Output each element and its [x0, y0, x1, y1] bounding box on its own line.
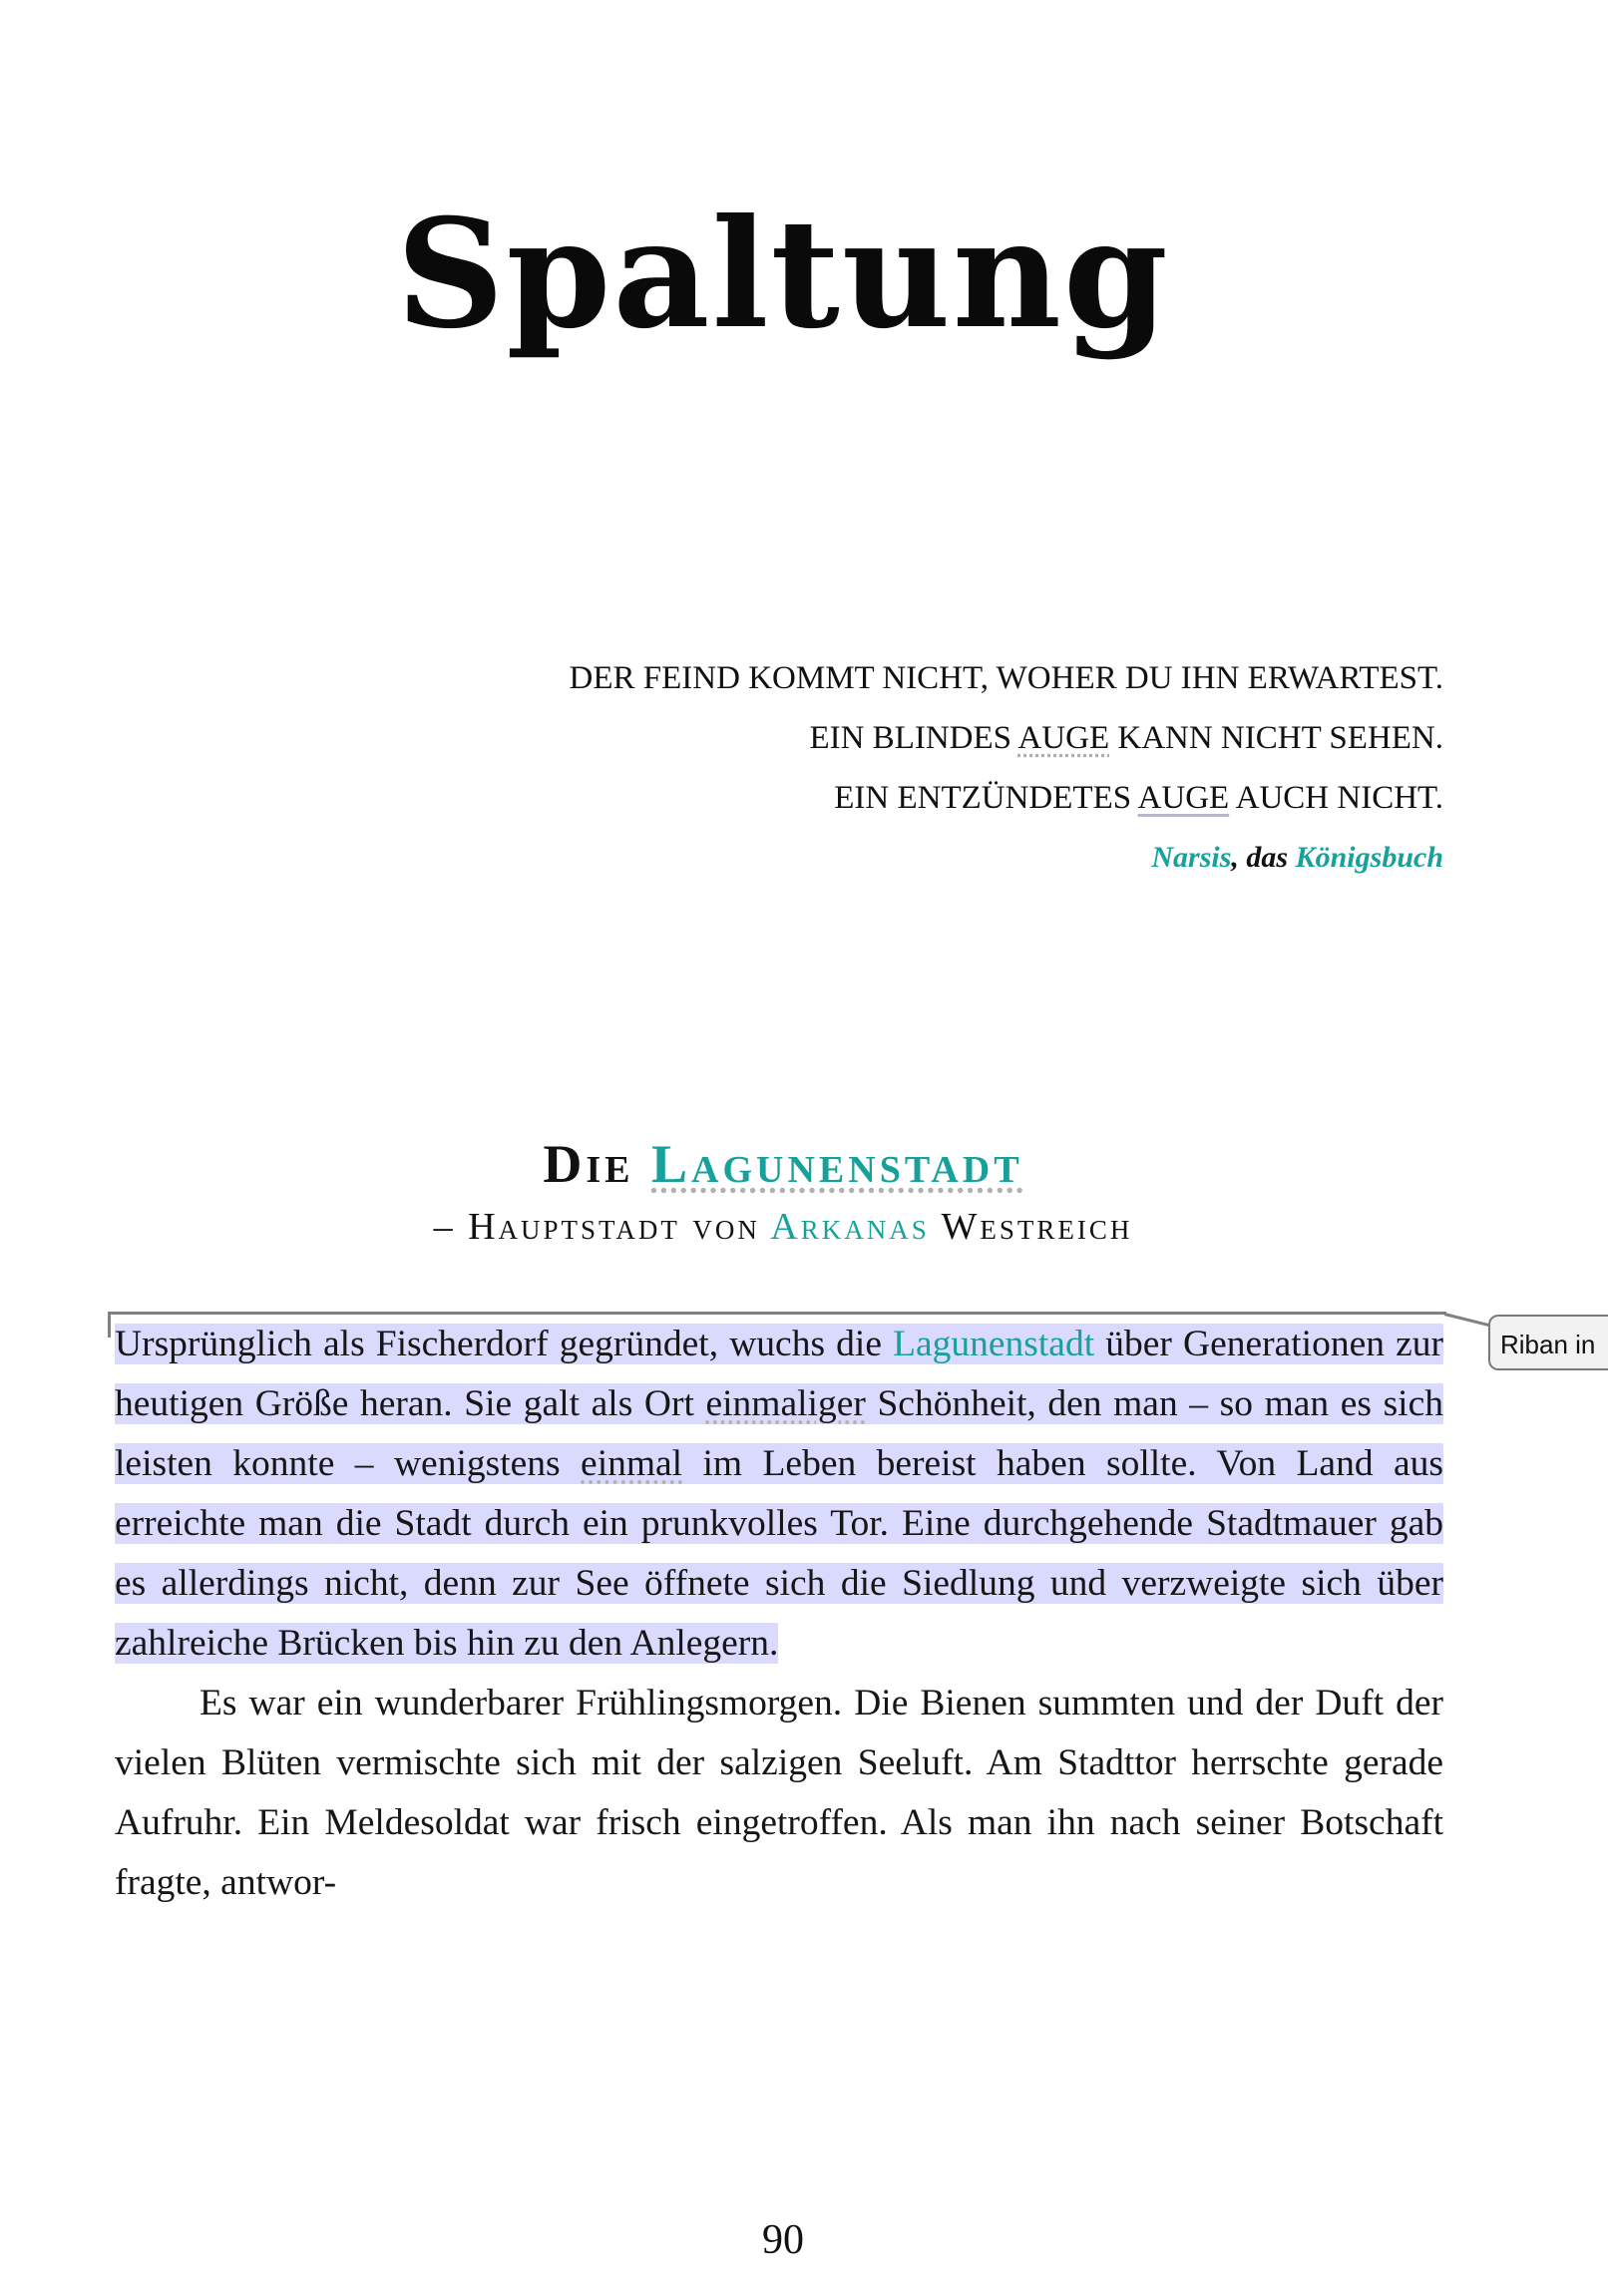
epigraph-text: AUCH NICHT. — [1229, 780, 1443, 816]
spellcheck-word[interactable]: AUGE — [1137, 780, 1230, 816]
epigraph-line-1: DER FEIND KOMMT NICHT, WOHER DU IHN ERWARTEST. — [569, 660, 1443, 696]
comment-connector — [1444, 1313, 1493, 1328]
comment-bubble[interactable]: Riban in — [1488, 1315, 1608, 1370]
subtitle-link[interactable]: Arkanas — [770, 1206, 930, 1248]
selection-start-marker — [108, 1312, 111, 1338]
paragraph-text: Ursprünglich als Fischerdorf gegründet, wuchs die — [115, 1324, 894, 1364]
paragraph-1[interactable] — [115, 1315, 1443, 1674]
body-text — [115, 1315, 1443, 1913]
selected-text[interactable] — [115, 1324, 1443, 1664]
work-link[interactable]: Königsbuch — [1295, 841, 1443, 874]
attribution-separator: , das — [1231, 841, 1296, 874]
epigraph-text: EIN BLINDES — [809, 720, 1018, 756]
paragraph-2[interactable]: Es war ein wunderbarer Frühlingsmorgen. Die Bienen summten und der Duft der vielen Blüten vermischte sich mit der salzigen Seeluft. Am Stadttor herrschte gerade Aufruhr. Ein Meldesoldat war frisch eingetroffen. Als man ihn nach seiner Botschaft fragte, antwor- — [115, 1683, 1443, 1903]
chapter-title: Spaltung — [396, 187, 1170, 362]
paragraph-text: Schönheit, den man – so man es sich leisten konnte – wenigstens — [115, 1383, 1443, 1484]
paragraph-text: im Leben bereist haben sollte. Von Land aus erreichte man die Stadt durch ein prunkvolles Tor. Eine durchgehende Stadtmauer gab es allerdings nicht, denn zur See öffnete sich die Siedlung und verzweigte sich über zahlreiche Brücken bis hin zu den Anlegern. — [115, 1443, 1443, 1664]
epigraph-text: KANN NICHT SEHEN. — [1109, 720, 1443, 756]
epigraph-text: EIN ENTZÜNDETES — [834, 780, 1138, 816]
subtitle-text: – Hauptstadt von — [433, 1206, 771, 1248]
section-title — [0, 1132, 1566, 1196]
lagunenstadt-link[interactable]: Lagunenstadt — [893, 1324, 1095, 1364]
author-link[interactable]: Narsis — [1151, 841, 1232, 874]
paragraph-text: über Generationen zur heutigen Größe heran. Sie galt als Ort — [115, 1324, 1443, 1424]
epigraph-attribution — [346, 828, 1443, 888]
section-title-link[interactable]: Lagunenstadt — [651, 1134, 1023, 1194]
subtitle-text: Westreich — [929, 1206, 1133, 1248]
spellcheck-word[interactable]: einmaliger — [705, 1383, 866, 1424]
epigraph-line-3 — [346, 768, 1443, 828]
epigraph — [346, 648, 1443, 888]
spellcheck-word[interactable]: einmal — [581, 1443, 683, 1484]
spellcheck-word[interactable]: AUGE — [1017, 720, 1110, 756]
section-title-text: Die — [543, 1134, 652, 1194]
section-subtitle — [0, 1202, 1566, 1252]
page-number: 90 — [762, 2217, 804, 2263]
epigraph-line-2 — [346, 708, 1443, 768]
